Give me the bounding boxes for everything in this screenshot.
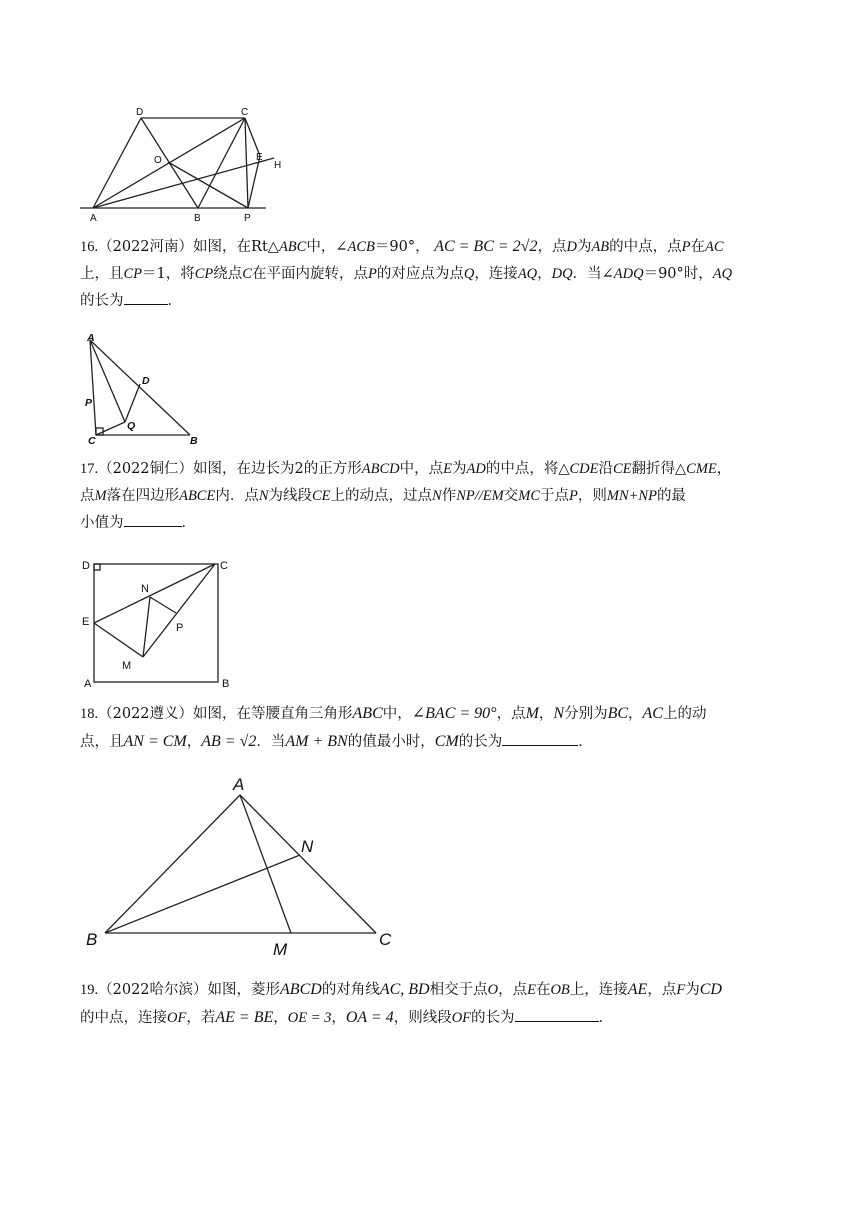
answer-blank-17[interactable] [124,512,182,527]
q19-line1: 19.（2022哈尔滨）如图，菱形ABCD的对角线AC, BD相交于点O，点E在OB上，连接AE，点F为CD [80,981,722,998]
q18-number: 18. [80,706,99,722]
fig18-label-M: M [273,940,288,959]
q16-line3: 的长为 ． [80,288,785,315]
fig18-label-N: N [301,837,314,856]
fig18-label-C: C [379,930,392,949]
fig17-label-C: C [220,560,228,572]
fig15-label-B: B [194,213,201,224]
q19-line2: 的中点，连接OF，若AE = BE，OE = 3，OA = 4，则线段OF的长为 ． [80,1009,614,1026]
fig16-label-B: B [190,435,198,447]
fig17-label-B: B [222,678,230,690]
q18-line2: 点，且AN = CM，AB = √2．当AM + BN的值最小时，CM的长为 ． [80,733,593,750]
question-16 [80,233,785,315]
fig15-label-P: P [244,213,251,224]
q16-line1: 16.（2022河南）如图，在Rt△ABC中，∠ACB＝90°， AC = BC = 2√2，点D为AB的中点，点P在AC [80,238,724,255]
q16-number: 16. [80,239,99,255]
q19-number: 19. [80,982,99,998]
question-19 [80,976,785,1032]
fig15-label-H: H [274,160,282,171]
fig15-label-E: E [256,152,263,163]
fig17-label-N: N [141,583,149,595]
fig16-label-C: C [88,435,96,447]
answer-blank-16[interactable] [124,290,168,305]
fig17-label-P: P [176,622,184,634]
q16-equation: AC = BC = 2√2 [434,238,538,255]
q17-line2: 点M落在四边形ABCE内．点N为线段CE上的动点，过点N作NP//EM交MC于点P，则MN+NP的最 [80,488,686,504]
q17-line1: 17.（2022铜仁）如图，在边长为2的正方形ABCD中，点E为AD的中点，将△CDE沿CE翻折得△CME， [80,461,732,477]
fig15-label-A: A [90,213,97,224]
fig18-label-A: A [233,775,245,794]
fig15-label-D: D [136,107,144,118]
fig17-label-D: D [82,560,90,572]
figure-q18 [80,770,410,965]
q17-number: 17. [80,461,99,477]
q18-line1: 18.（2022遵义）如图，在等腰直角三角形ABC中，∠BAC = 90°，点M，N分别为BC，AC上的动 [80,705,707,722]
fig17-label-A: A [84,678,92,690]
q18-source: （2022遵义） [98,706,194,722]
answer-blank-19[interactable] [515,1007,599,1022]
fig17-label-E: E [82,616,90,628]
fig15-label-O: O [154,155,162,166]
figure-q17 [80,552,240,694]
q17-source: （2022铜仁） [98,461,194,477]
q16-line2: 上，且CP＝1，将CP绕点C在平面内旋转，点P的对应点为点Q，连接AQ，DQ．当∠ADQ＝90°时，AQ [80,266,733,282]
question-17 [80,456,785,537]
fig16-label-D: D [142,375,150,387]
fig16-label-A: A [87,332,95,344]
q16-source: （2022河南） [98,239,194,255]
fig18-label-B: B [86,930,98,949]
question-18 [80,700,785,756]
fig17-label-M: M [122,660,132,672]
fig16-label-Q: Q [127,420,136,432]
q17-line3: 小值为 ． [80,510,785,537]
fig16-label-P: P [85,397,93,409]
fig15-label-C: C [241,107,249,118]
q19-source: （2022哈尔滨） [98,982,208,998]
figure-q15 [78,100,298,225]
figure-q16 [82,330,212,448]
answer-blank-18[interactable] [502,731,578,746]
